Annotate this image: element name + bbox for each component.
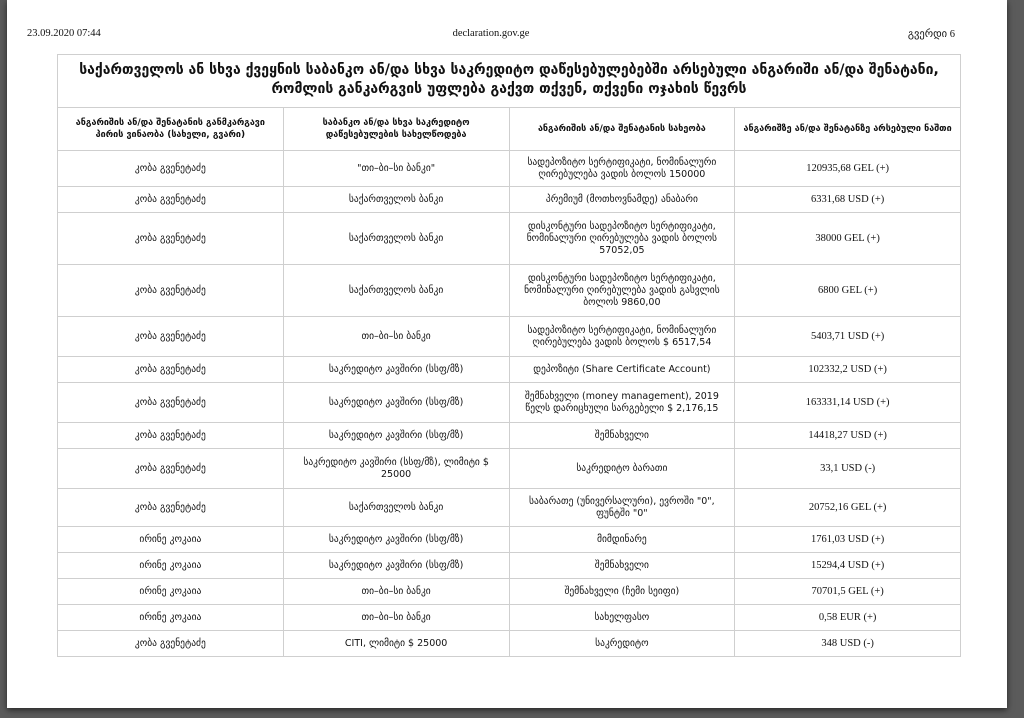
cell-balance: 38000 GEL (+) — [735, 213, 961, 265]
cell-institution: საქართველოს ბანკი — [283, 187, 509, 213]
cell-account-type: შემნახველი — [509, 423, 735, 449]
cell-account-type: საკრედიტო — [509, 631, 735, 657]
table-row — [58, 489, 961, 527]
page-number: გვერდი 6 — [907, 29, 955, 40]
cell-account-type: დისკონტური სადეპოზიტო სერტიფიკატი, ნომინალური ღირებულება ვადის გასვლის ბოლოს 9860,00 — [509, 265, 735, 317]
table-body — [58, 151, 961, 657]
cell-holder-name: ირინე კოკაია — [58, 605, 284, 631]
cell-account-type: სადეპოზიტო სერტიფიკატი, ნომინალური ღირებულება ვადის ბოლოს 150000 — [509, 151, 735, 187]
cell-institution: საქართველოს ბანკი — [283, 265, 509, 317]
print-timestamp: 23.09.2020 07:44 — [27, 28, 101, 39]
cell-balance: 0,58 EUR (+) — [735, 605, 961, 631]
cell-balance: 70701,5 GEL (+) — [735, 579, 961, 605]
cell-holder-name: კობა გვენეტაძე — [58, 213, 284, 265]
cell-institution: საკრედიტო კავშირი (სსფ/მზ) — [283, 423, 509, 449]
table-row — [58, 383, 961, 423]
cell-account-type: პრემიუმ (მოთხოვნამდე) ანაბარი — [509, 187, 735, 213]
cell-institution: თი–ბი–სი ბანკი — [283, 579, 509, 605]
cell-institution: საკრედიტო კავშირი (სსფ/მზ) — [283, 527, 509, 553]
site-url: declaration.gov.ge — [452, 28, 530, 39]
cell-holder-name: კობა გვენეტაძე — [58, 317, 284, 357]
cell-account-type: სადეპოზიტო სერტიფიკატი, ნომინალური ღირებულება ვადის ბოლოს $ 6517,54 — [509, 317, 735, 357]
cell-institution: "თი–ბი–სი ბანკი" — [283, 151, 509, 187]
cell-balance: 6800 GEL (+) — [735, 265, 961, 317]
table-row — [58, 151, 961, 187]
table-row — [58, 579, 961, 605]
cell-holder-name: კობა გვენეტაძე — [58, 423, 284, 449]
table-row — [58, 317, 961, 357]
cell-account-type: სახელფასო — [509, 605, 735, 631]
cell-institution: საკრედიტო კავშირი (სსფ/მზ) — [283, 553, 509, 579]
cell-balance: 102332,2 USD (+) — [735, 357, 961, 383]
cell-holder-name: კობა გვენეტაძე — [58, 631, 284, 657]
cell-holder-name: კობა გვენეტაძე — [58, 489, 284, 527]
cell-institution: თი–ბი–სი ბანკი — [283, 317, 509, 357]
table-row — [58, 449, 961, 489]
header-balance: ანგარიშზე ან/და შენატანზე არსებული ნაშთი — [735, 108, 961, 151]
cell-account-type: საბარათე (უნივერსალური), ევროში "0", ფუნტში "0" — [509, 489, 735, 527]
table-row — [58, 605, 961, 631]
cell-balance: 163331,14 USD (+) — [735, 383, 961, 423]
cell-account-type: მიმდინარე — [509, 527, 735, 553]
table-row — [58, 357, 961, 383]
cell-account-type: დეპოზიტი (Share Certificate Account) — [509, 357, 735, 383]
cell-account-type: საკრედიტო ბარათი — [509, 449, 735, 489]
section-title-line-2: რომლის განკარგვის უფლება გაქვთ თქვენ, თქვენი ოჯახის წევრს — [271, 81, 747, 97]
cell-balance: 6331,68 USD (+) — [735, 187, 961, 213]
section-title-line-1: საქართველოს ან სხვა ქვეყნის საბანკო ან/და სხვა საკრედიტო დაწესებულებებში არსებული ანგარიში ან/და შენატანი, — [79, 62, 939, 78]
cell-holder-name: კობა გვენეტაძე — [58, 383, 284, 423]
cell-holder-name: კობა გვენეტაძე — [58, 151, 284, 187]
cell-institution: საკრედიტო კავშირი (სსფ/მზ) — [283, 383, 509, 423]
table-row — [58, 187, 961, 213]
table-row — [58, 527, 961, 553]
cell-balance: 1761,03 USD (+) — [735, 527, 961, 553]
table-row — [58, 553, 961, 579]
table-row — [58, 265, 961, 317]
header-holder: ანგარიშის ან/და შენატანის განმკარგავი პირის ვინაობა (სახელი, გვარი) — [58, 108, 284, 151]
cell-holder-name: ირინე კოკაია — [58, 579, 284, 605]
cell-account-type: შემნახველი (ჩემი სეიფი) — [509, 579, 735, 605]
cell-balance: 20752,16 GEL (+) — [735, 489, 961, 527]
section-title — [57, 54, 961, 107]
cell-balance: 120935,68 GEL (+) — [735, 151, 961, 187]
cell-holder-name: კობა გვენეტაძე — [58, 449, 284, 489]
table-header-row — [58, 108, 961, 151]
cell-account-type: შემნახველი — [509, 553, 735, 579]
cell-balance: 5403,71 USD (+) — [735, 317, 961, 357]
accounts-table — [57, 107, 961, 657]
header-institution: საბანკო ან/და სხვა საკრედიტო დაწესებულების სახელწოდება — [283, 108, 509, 151]
table-row — [58, 423, 961, 449]
cell-account-type: დისკონტური სადეპოზიტო სერტიფიკატი, ნომინალური ღირებულება ვადის ბოლოს 57052,05 — [509, 213, 735, 265]
document-page — [7, 0, 1007, 708]
cell-institution: CITI, ლიმიტი $ 25000 — [283, 631, 509, 657]
cell-balance: 15294,4 USD (+) — [735, 553, 961, 579]
cell-holder-name: კობა გვენეტაძე — [58, 187, 284, 213]
table-row — [58, 213, 961, 265]
cell-account-type: შემნახველი (money management), 2019 წელს დარიცხული სარგებელი $ 2,176,15 — [509, 383, 735, 423]
header-account-type: ანგარიშის ან/და შენატანის სახეობა — [509, 108, 735, 151]
cell-holder-name: კობა გვენეტაძე — [58, 357, 284, 383]
cell-balance: 33,1 USD (-) — [735, 449, 961, 489]
cell-institution: საკრედიტო კავშირი (სსფ/მზ) — [283, 357, 509, 383]
cell-institution: თი–ბი–სი ბანკი — [283, 605, 509, 631]
cell-balance: 14418,27 USD (+) — [735, 423, 961, 449]
cell-holder-name: ირინე კოკაია — [58, 527, 284, 553]
cell-institution: საქართველოს ბანკი — [283, 489, 509, 527]
cell-institution: საქართველოს ბანკი — [283, 213, 509, 265]
cell-holder-name: ირინე კოკაია — [58, 553, 284, 579]
table-row — [58, 631, 961, 657]
cell-holder-name: კობა გვენეტაძე — [58, 265, 284, 317]
cell-institution: საკრედიტო კავშირი (სსფ/მზ), ლიმიტი $ 25000 — [283, 449, 509, 489]
declaration-section — [57, 54, 961, 657]
cell-balance: 348 USD (-) — [735, 631, 961, 657]
